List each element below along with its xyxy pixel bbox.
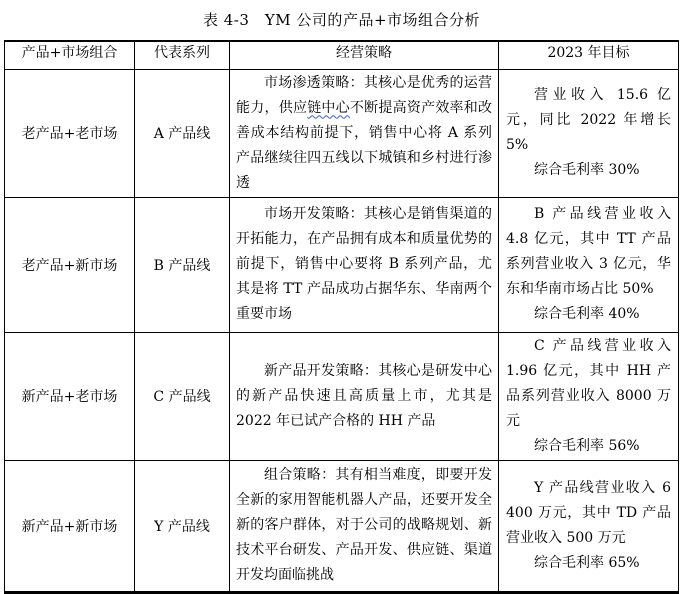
goals-cell xyxy=(499,69,679,197)
table-caption: 表 4-3 YM 公司的产品+市场组合分析 xyxy=(202,11,481,29)
strategy-cell xyxy=(230,69,499,197)
table-row xyxy=(5,69,679,197)
table-row xyxy=(5,460,679,592)
table-row xyxy=(5,197,679,332)
goals-cell xyxy=(499,460,679,592)
goal-revenue-line: C 产品线营业收入 1.96 亿元，其中 HH 产品系列营业收入 8000 万元 xyxy=(506,337,671,429)
combo-cell: 新产品+老市场 xyxy=(5,332,135,460)
goal-revenue-line: B 产品线营业收入 4.8 亿元，其中 TT 产品系列营业收入 3 亿元，华东和华南市场占比 50% xyxy=(506,206,671,297)
table-header-row xyxy=(5,41,679,69)
goals-cell xyxy=(499,332,679,460)
strategy-text-prefix: 市场渗透策略：其核心是优秀的运营能力，供应 xyxy=(236,74,492,116)
combo-cell: 新产品+新市场 xyxy=(5,460,135,592)
goal-revenue-line: Y 产品线营业收入 6 400 万元，其中 TD 产品营业收入 500 万元 xyxy=(506,479,671,546)
goal-margin-line: 综合毛利率 40% xyxy=(534,306,640,322)
strategy-text-suffix: 不断提高资产效率和改善成本结构前提下，销售中心将 A 系列产品继续往四五线以下城镇和乡村进行渗透 xyxy=(236,99,493,191)
strategy-cell xyxy=(230,460,499,592)
goal-margin-line: 综合毛利率 56% xyxy=(534,437,640,454)
header-strategy: 经营策略 xyxy=(230,41,499,69)
header-series: 代表系列 xyxy=(135,41,230,69)
strategy-paragraph xyxy=(236,71,492,196)
strategy-cell xyxy=(230,332,499,460)
series-cell: C 产品线 xyxy=(135,332,230,460)
strategy-paragraph: 组合策略：其有相当难度，即要开发全新的家用智能机器人产品，还要开发全新的客户群体，对于公司的战略规划、新技术平台研发、产品开发、供应链、渠道开发均面临挑战 xyxy=(236,467,492,583)
header-combo: 产品+市场组合 xyxy=(5,41,135,69)
series-cell: B 产品线 xyxy=(135,197,230,332)
spellcheck-wavy-underline: 链中心 xyxy=(307,99,350,116)
goals-cell xyxy=(499,197,679,332)
strategy-cell xyxy=(230,197,499,332)
header-goals: 2023 年目标 xyxy=(499,41,679,69)
strategy-paragraph: 市场开发策略：其核心是销售渠道的开拓能力，在产品拥有成本和质量优势的前提下，销售中心要将 B 系列产品，尤其是将 TT 产品成功占据华东、华南两个重要市场 xyxy=(236,206,492,322)
goal-margin-line: 综合毛利率 30% xyxy=(534,162,640,178)
combo-cell: 老产品+新市场 xyxy=(5,197,135,332)
series-cell: Y 产品线 xyxy=(135,460,230,592)
combo-cell: 老产品+老市场 xyxy=(5,69,135,197)
table-row xyxy=(5,332,679,460)
goal-revenue-line: 营业收入 15.6 亿元，同比 2022 年增长 5% xyxy=(506,87,671,153)
series-cell: A 产品线 xyxy=(135,69,230,197)
goal-margin-line: 综合毛利率 65% xyxy=(534,554,640,571)
strategy-paragraph: 新产品开发策略：其核心是研发中心的新产品快速且高质量上市，尤其是 2022 年已试产合格的 HH 产品 xyxy=(236,362,492,429)
product-market-matrix-table xyxy=(4,40,679,594)
